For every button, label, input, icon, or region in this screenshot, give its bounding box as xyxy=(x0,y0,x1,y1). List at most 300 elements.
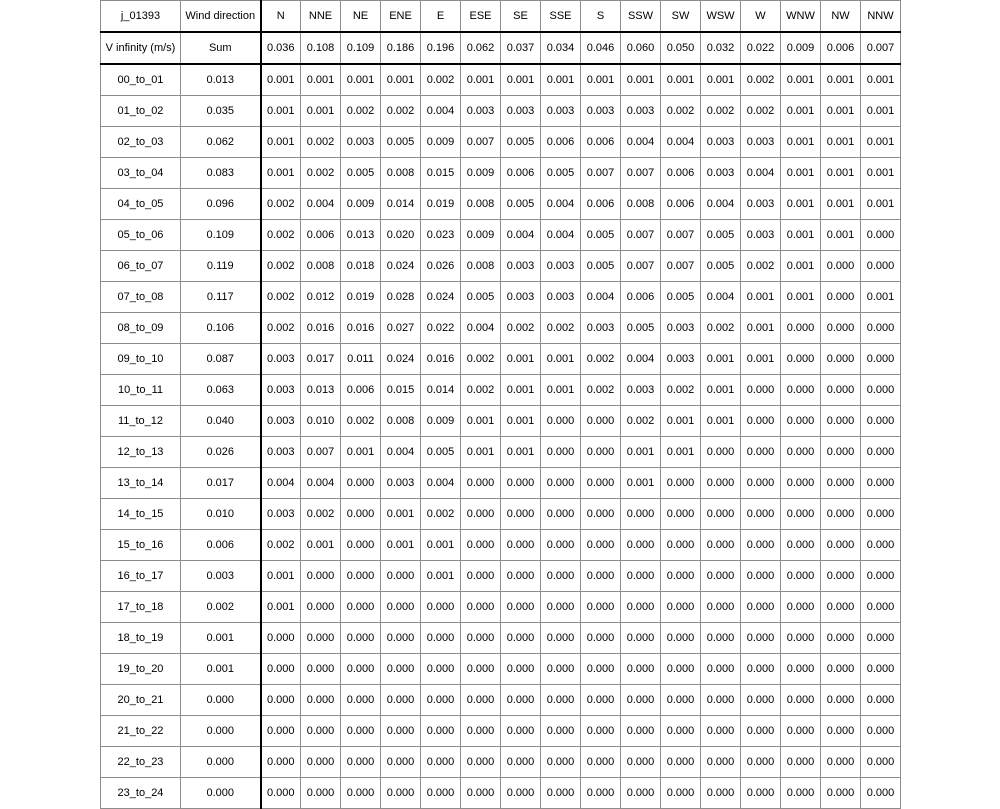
frequency-cell: 0.000 xyxy=(661,530,701,561)
frequency-cell: 0.001 xyxy=(381,499,421,530)
frequency-cell: 0.004 xyxy=(621,344,661,375)
frequency-cell: 0.000 xyxy=(581,406,621,437)
frequency-cell: 0.000 xyxy=(701,685,741,716)
frequency-cell: 0.000 xyxy=(821,530,861,561)
frequency-cell: 0.004 xyxy=(461,313,501,344)
frequency-cell: 0.004 xyxy=(381,437,421,468)
frequency-cell: 0.000 xyxy=(661,778,701,809)
frequency-cell: 0.001 xyxy=(301,64,341,96)
direction-header: WNW xyxy=(781,1,821,33)
frequency-cell: 0.001 xyxy=(261,64,301,96)
speed-bin-sum: 0.106 xyxy=(181,313,261,344)
speed-bin-label: 13_to_14 xyxy=(101,468,181,499)
table-row xyxy=(101,499,901,530)
frequency-cell: 0.004 xyxy=(661,127,701,158)
frequency-cell: 0.003 xyxy=(381,468,421,499)
frequency-cell: 0.000 xyxy=(661,716,701,747)
frequency-cell: 0.001 xyxy=(261,96,301,127)
frequency-cell: 0.001 xyxy=(741,282,781,313)
table-row xyxy=(101,437,901,468)
frequency-cell: 0.000 xyxy=(341,468,381,499)
frequency-cell: 0.000 xyxy=(461,499,501,530)
frequency-cell: 0.005 xyxy=(701,220,741,251)
frequency-cell: 0.009 xyxy=(421,406,461,437)
frequency-cell: 0.002 xyxy=(741,64,781,96)
speed-bin-sum: 0.003 xyxy=(181,561,261,592)
frequency-cell: 0.003 xyxy=(541,251,581,282)
frequency-cell: 0.000 xyxy=(661,468,701,499)
frequency-cell: 0.000 xyxy=(861,685,901,716)
frequency-cell: 0.000 xyxy=(621,530,661,561)
frequency-cell: 0.004 xyxy=(301,468,341,499)
frequency-cell: 0.002 xyxy=(381,96,421,127)
frequency-cell: 0.000 xyxy=(661,654,701,685)
direction-total: 0.007 xyxy=(861,32,901,64)
frequency-cell: 0.002 xyxy=(581,344,621,375)
frequency-cell: 0.000 xyxy=(781,468,821,499)
frequency-cell: 0.011 xyxy=(341,344,381,375)
frequency-cell: 0.026 xyxy=(421,251,461,282)
frequency-cell: 0.001 xyxy=(301,530,341,561)
frequency-cell: 0.005 xyxy=(621,313,661,344)
frequency-cell: 0.009 xyxy=(461,220,501,251)
frequency-cell: 0.000 xyxy=(701,561,741,592)
table-row xyxy=(101,127,901,158)
frequency-cell: 0.000 xyxy=(541,685,581,716)
frequency-cell: 0.002 xyxy=(341,96,381,127)
direction-header: ESE xyxy=(461,1,501,33)
frequency-cell: 0.005 xyxy=(661,282,701,313)
table-row xyxy=(101,96,901,127)
frequency-cell: 0.000 xyxy=(861,561,901,592)
frequency-cell: 0.000 xyxy=(781,716,821,747)
frequency-cell: 0.004 xyxy=(421,96,461,127)
frequency-cell: 0.000 xyxy=(461,592,501,623)
frequency-cell: 0.000 xyxy=(861,716,901,747)
frequency-cell: 0.002 xyxy=(541,313,581,344)
frequency-cell: 0.001 xyxy=(781,189,821,220)
frequency-cell: 0.000 xyxy=(461,530,501,561)
frequency-cell: 0.000 xyxy=(461,561,501,592)
frequency-cell: 0.000 xyxy=(261,778,301,809)
frequency-cell: 0.005 xyxy=(501,189,541,220)
frequency-cell: 0.000 xyxy=(261,623,301,654)
frequency-cell: 0.003 xyxy=(501,251,541,282)
frequency-cell: 0.002 xyxy=(261,189,301,220)
frequency-cell: 0.000 xyxy=(541,530,581,561)
frequency-cell: 0.000 xyxy=(861,623,901,654)
frequency-cell: 0.004 xyxy=(621,127,661,158)
frequency-cell: 0.000 xyxy=(741,561,781,592)
frequency-cell: 0.000 xyxy=(501,530,541,561)
frequency-cell: 0.000 xyxy=(541,406,581,437)
direction-header: WSW xyxy=(701,1,741,33)
frequency-cell: 0.001 xyxy=(261,158,301,189)
table-row xyxy=(101,685,901,716)
frequency-cell: 0.002 xyxy=(581,375,621,406)
frequency-cell: 0.000 xyxy=(861,313,901,344)
frequency-cell: 0.000 xyxy=(661,747,701,778)
frequency-cell: 0.002 xyxy=(741,251,781,282)
frequency-cell: 0.000 xyxy=(261,716,301,747)
direction-total: 0.108 xyxy=(301,32,341,64)
frequency-cell: 0.000 xyxy=(821,716,861,747)
frequency-cell: 0.000 xyxy=(701,747,741,778)
frequency-cell: 0.000 xyxy=(781,313,821,344)
frequency-cell: 0.001 xyxy=(701,375,741,406)
frequency-cell: 0.009 xyxy=(461,158,501,189)
table-row xyxy=(101,406,901,437)
speed-bin-label: 22_to_23 xyxy=(101,747,181,778)
frequency-cell: 0.001 xyxy=(821,220,861,251)
frequency-cell: 0.000 xyxy=(301,623,341,654)
frequency-cell: 0.000 xyxy=(501,592,541,623)
frequency-cell: 0.000 xyxy=(381,778,421,809)
frequency-cell: 0.000 xyxy=(861,530,901,561)
frequency-cell: 0.000 xyxy=(861,406,901,437)
frequency-cell: 0.002 xyxy=(621,406,661,437)
speed-bin-label: 05_to_06 xyxy=(101,220,181,251)
frequency-cell: 0.013 xyxy=(301,375,341,406)
frequency-cell: 0.000 xyxy=(821,282,861,313)
frequency-cell: 0.000 xyxy=(741,375,781,406)
speed-bin-sum: 0.040 xyxy=(181,406,261,437)
direction-header: SSE xyxy=(541,1,581,33)
frequency-cell: 0.000 xyxy=(861,499,901,530)
frequency-cell: 0.008 xyxy=(461,251,501,282)
direction-header: SW xyxy=(661,1,701,33)
frequency-cell: 0.004 xyxy=(501,220,541,251)
frequency-cell: 0.016 xyxy=(421,344,461,375)
speed-bin-sum: 0.087 xyxy=(181,344,261,375)
frequency-cell: 0.006 xyxy=(501,158,541,189)
frequency-cell: 0.004 xyxy=(301,189,341,220)
speed-bin-sum: 0.001 xyxy=(181,623,261,654)
frequency-cell: 0.000 xyxy=(741,437,781,468)
frequency-cell: 0.004 xyxy=(541,189,581,220)
direction-total: 0.186 xyxy=(381,32,421,64)
table-row xyxy=(101,592,901,623)
frequency-cell: 0.000 xyxy=(861,747,901,778)
frequency-cell: 0.001 xyxy=(261,561,301,592)
frequency-cell: 0.000 xyxy=(701,654,741,685)
frequency-cell: 0.001 xyxy=(701,344,741,375)
frequency-cell: 0.004 xyxy=(261,468,301,499)
frequency-cell: 0.028 xyxy=(381,282,421,313)
speed-bin-label: 18_to_19 xyxy=(101,623,181,654)
frequency-cell: 0.009 xyxy=(421,127,461,158)
frequency-cell: 0.000 xyxy=(661,623,701,654)
frequency-cell: 0.007 xyxy=(661,251,701,282)
frequency-cell: 0.001 xyxy=(381,530,421,561)
frequency-cell: 0.000 xyxy=(781,654,821,685)
frequency-cell: 0.000 xyxy=(621,499,661,530)
frequency-cell: 0.000 xyxy=(581,685,621,716)
speed-bin-sum: 0.002 xyxy=(181,592,261,623)
speed-bin-label: 09_to_10 xyxy=(101,344,181,375)
frequency-cell: 0.007 xyxy=(461,127,501,158)
frequency-cell: 0.000 xyxy=(781,778,821,809)
frequency-cell: 0.001 xyxy=(581,64,621,96)
frequency-cell: 0.002 xyxy=(261,251,301,282)
frequency-cell: 0.001 xyxy=(461,64,501,96)
frequency-cell: 0.000 xyxy=(701,716,741,747)
frequency-cell: 0.001 xyxy=(501,406,541,437)
frequency-cell: 0.000 xyxy=(621,747,661,778)
frequency-cell: 0.006 xyxy=(301,220,341,251)
frequency-cell: 0.005 xyxy=(581,251,621,282)
table-row xyxy=(101,468,901,499)
frequency-cell: 0.000 xyxy=(661,561,701,592)
frequency-cell: 0.000 xyxy=(341,685,381,716)
frequency-cell: 0.000 xyxy=(861,344,901,375)
direction-total: 0.109 xyxy=(341,32,381,64)
frequency-cell: 0.006 xyxy=(581,127,621,158)
frequency-cell: 0.007 xyxy=(621,158,661,189)
direction-header: SSW xyxy=(621,1,661,33)
table-row xyxy=(101,654,901,685)
frequency-cell: 0.001 xyxy=(261,592,301,623)
direction-total: 0.036 xyxy=(261,32,301,64)
frequency-cell: 0.007 xyxy=(621,220,661,251)
frequency-cell: 0.005 xyxy=(541,158,581,189)
frequency-cell: 0.007 xyxy=(621,251,661,282)
frequency-cell: 0.006 xyxy=(661,189,701,220)
frequency-cell: 0.000 xyxy=(501,561,541,592)
direction-total: 0.032 xyxy=(701,32,741,64)
frequency-cell: 0.000 xyxy=(301,561,341,592)
frequency-cell: 0.002 xyxy=(741,96,781,127)
table-row xyxy=(101,220,901,251)
frequency-cell: 0.001 xyxy=(861,189,901,220)
speed-bin-sum: 0.010 xyxy=(181,499,261,530)
frequency-cell: 0.006 xyxy=(541,127,581,158)
frequency-cell: 0.015 xyxy=(421,158,461,189)
frequency-cell: 0.000 xyxy=(781,747,821,778)
frequency-cell: 0.002 xyxy=(461,344,501,375)
frequency-cell: 0.001 xyxy=(861,64,901,96)
direction-total: 0.046 xyxy=(581,32,621,64)
frequency-cell: 0.022 xyxy=(421,313,461,344)
frequency-cell: 0.000 xyxy=(741,747,781,778)
frequency-cell: 0.000 xyxy=(861,220,901,251)
table-row xyxy=(101,778,901,809)
frequency-cell: 0.024 xyxy=(381,251,421,282)
frequency-cell: 0.001 xyxy=(861,282,901,313)
table-row xyxy=(101,623,901,654)
frequency-cell: 0.000 xyxy=(421,685,461,716)
frequency-cell: 0.001 xyxy=(501,64,541,96)
frequency-cell: 0.000 xyxy=(341,747,381,778)
frequency-cell: 0.003 xyxy=(701,127,741,158)
frequency-cell: 0.000 xyxy=(501,654,541,685)
direction-total: 0.196 xyxy=(421,32,461,64)
frequency-cell: 0.000 xyxy=(341,716,381,747)
frequency-cell: 0.002 xyxy=(261,313,301,344)
frequency-cell: 0.000 xyxy=(861,375,901,406)
speed-bin-sum: 0.117 xyxy=(181,282,261,313)
frequency-cell: 0.014 xyxy=(381,189,421,220)
table-row xyxy=(101,561,901,592)
frequency-cell: 0.001 xyxy=(821,158,861,189)
direction-total: 0.034 xyxy=(541,32,581,64)
frequency-cell: 0.004 xyxy=(701,189,741,220)
frequency-cell: 0.000 xyxy=(781,592,821,623)
frequency-cell: 0.002 xyxy=(661,375,701,406)
frequency-cell: 0.001 xyxy=(661,406,701,437)
frequency-cell: 0.024 xyxy=(381,344,421,375)
totals-row xyxy=(101,32,901,64)
frequency-cell: 0.019 xyxy=(341,282,381,313)
frequency-cell: 0.005 xyxy=(501,127,541,158)
direction-header: N xyxy=(261,1,301,33)
frequency-cell: 0.000 xyxy=(621,716,661,747)
table-row xyxy=(101,158,901,189)
frequency-cell: 0.006 xyxy=(661,158,701,189)
frequency-cell: 0.000 xyxy=(781,437,821,468)
frequency-cell: 0.002 xyxy=(261,530,301,561)
frequency-cell: 0.000 xyxy=(781,561,821,592)
frequency-cell: 0.003 xyxy=(661,344,701,375)
frequency-cell: 0.000 xyxy=(581,530,621,561)
frequency-cell: 0.003 xyxy=(261,499,301,530)
frequency-cell: 0.000 xyxy=(541,437,581,468)
speed-bin-label: 04_to_05 xyxy=(101,189,181,220)
direction-total: 0.050 xyxy=(661,32,701,64)
frequency-cell: 0.000 xyxy=(821,747,861,778)
frequency-cell: 0.003 xyxy=(661,313,701,344)
frequency-cell: 0.000 xyxy=(621,778,661,809)
table-id-cell: j_01393 xyxy=(101,1,181,33)
table-row xyxy=(101,375,901,406)
frequency-cell: 0.003 xyxy=(261,437,301,468)
frequency-cell: 0.002 xyxy=(461,375,501,406)
speed-bin-label: 19_to_20 xyxy=(101,654,181,685)
frequency-cell: 0.000 xyxy=(301,654,341,685)
frequency-cell: 0.000 xyxy=(781,344,821,375)
frequency-cell: 0.000 xyxy=(821,468,861,499)
frequency-cell: 0.001 xyxy=(621,468,661,499)
frequency-cell: 0.002 xyxy=(341,406,381,437)
frequency-cell: 0.004 xyxy=(741,158,781,189)
frequency-cell: 0.009 xyxy=(341,189,381,220)
speed-bin-sum: 0.035 xyxy=(181,96,261,127)
frequency-cell: 0.000 xyxy=(541,716,581,747)
frequency-cell: 0.002 xyxy=(301,499,341,530)
frequency-cell: 0.000 xyxy=(341,530,381,561)
frequency-cell: 0.000 xyxy=(861,592,901,623)
frequency-cell: 0.000 xyxy=(501,716,541,747)
table-body xyxy=(101,1,901,809)
frequency-cell: 0.003 xyxy=(461,96,501,127)
frequency-cell: 0.000 xyxy=(701,437,741,468)
frequency-cell: 0.008 xyxy=(461,189,501,220)
frequency-cell: 0.001 xyxy=(821,189,861,220)
frequency-cell: 0.000 xyxy=(821,592,861,623)
frequency-cell: 0.000 xyxy=(621,592,661,623)
frequency-cell: 0.005 xyxy=(461,282,501,313)
frequency-cell: 0.000 xyxy=(741,406,781,437)
speed-bin-label: 17_to_18 xyxy=(101,592,181,623)
frequency-cell: 0.010 xyxy=(301,406,341,437)
frequency-cell: 0.000 xyxy=(621,561,661,592)
frequency-cell: 0.000 xyxy=(301,685,341,716)
frequency-cell: 0.008 xyxy=(621,189,661,220)
frequency-cell: 0.016 xyxy=(301,313,341,344)
frequency-cell: 0.001 xyxy=(341,64,381,96)
frequency-cell: 0.000 xyxy=(661,685,701,716)
frequency-cell: 0.000 xyxy=(581,716,621,747)
frequency-cell: 0.001 xyxy=(821,64,861,96)
frequency-cell: 0.002 xyxy=(421,64,461,96)
frequency-cell: 0.003 xyxy=(621,96,661,127)
frequency-cell: 0.000 xyxy=(781,530,821,561)
frequency-cell: 0.000 xyxy=(821,778,861,809)
frequency-cell: 0.000 xyxy=(541,499,581,530)
frequency-cell: 0.001 xyxy=(821,96,861,127)
frequency-cell: 0.001 xyxy=(781,127,821,158)
frequency-cell: 0.005 xyxy=(341,158,381,189)
direction-total: 0.022 xyxy=(741,32,781,64)
frequency-cell: 0.000 xyxy=(621,623,661,654)
speed-bin-label: 23_to_24 xyxy=(101,778,181,809)
frequency-cell: 0.000 xyxy=(541,778,581,809)
sum-label: Sum xyxy=(181,32,261,64)
frequency-cell: 0.001 xyxy=(741,344,781,375)
direction-header: ENE xyxy=(381,1,421,33)
frequency-cell: 0.005 xyxy=(381,127,421,158)
frequency-cell: 0.000 xyxy=(341,778,381,809)
frequency-cell: 0.000 xyxy=(821,406,861,437)
frequency-cell: 0.000 xyxy=(821,344,861,375)
frequency-cell: 0.000 xyxy=(381,716,421,747)
speed-bin-label: 14_to_15 xyxy=(101,499,181,530)
direction-total: 0.060 xyxy=(621,32,661,64)
frequency-cell: 0.012 xyxy=(301,282,341,313)
speed-bin-sum: 0.017 xyxy=(181,468,261,499)
speed-bin-sum: 0.006 xyxy=(181,530,261,561)
direction-total: 0.006 xyxy=(821,32,861,64)
speed-bin-label: 11_to_12 xyxy=(101,406,181,437)
frequency-cell: 0.000 xyxy=(581,778,621,809)
table-row xyxy=(101,251,901,282)
frequency-cell: 0.000 xyxy=(741,685,781,716)
frequency-cell: 0.008 xyxy=(381,158,421,189)
speed-bin-label: 20_to_21 xyxy=(101,685,181,716)
table-row xyxy=(101,344,901,375)
speed-bin-label: 15_to_16 xyxy=(101,530,181,561)
frequency-cell: 0.003 xyxy=(701,158,741,189)
wind-frequency-table xyxy=(100,0,901,809)
frequency-cell: 0.000 xyxy=(661,499,701,530)
frequency-cell: 0.006 xyxy=(581,189,621,220)
direction-total: 0.062 xyxy=(461,32,501,64)
frequency-cell: 0.000 xyxy=(381,623,421,654)
frequency-cell: 0.000 xyxy=(501,499,541,530)
frequency-cell: 0.001 xyxy=(461,437,501,468)
frequency-cell: 0.000 xyxy=(701,468,741,499)
frequency-cell: 0.003 xyxy=(541,96,581,127)
frequency-cell: 0.002 xyxy=(261,282,301,313)
frequency-cell: 0.018 xyxy=(341,251,381,282)
direction-header: W xyxy=(741,1,781,33)
frequency-cell: 0.000 xyxy=(341,499,381,530)
frequency-cell: 0.001 xyxy=(781,251,821,282)
frequency-cell: 0.001 xyxy=(461,406,501,437)
frequency-cell: 0.003 xyxy=(261,375,301,406)
speed-label: V infinity (m/s) xyxy=(101,32,181,64)
frequency-cell: 0.000 xyxy=(261,654,301,685)
